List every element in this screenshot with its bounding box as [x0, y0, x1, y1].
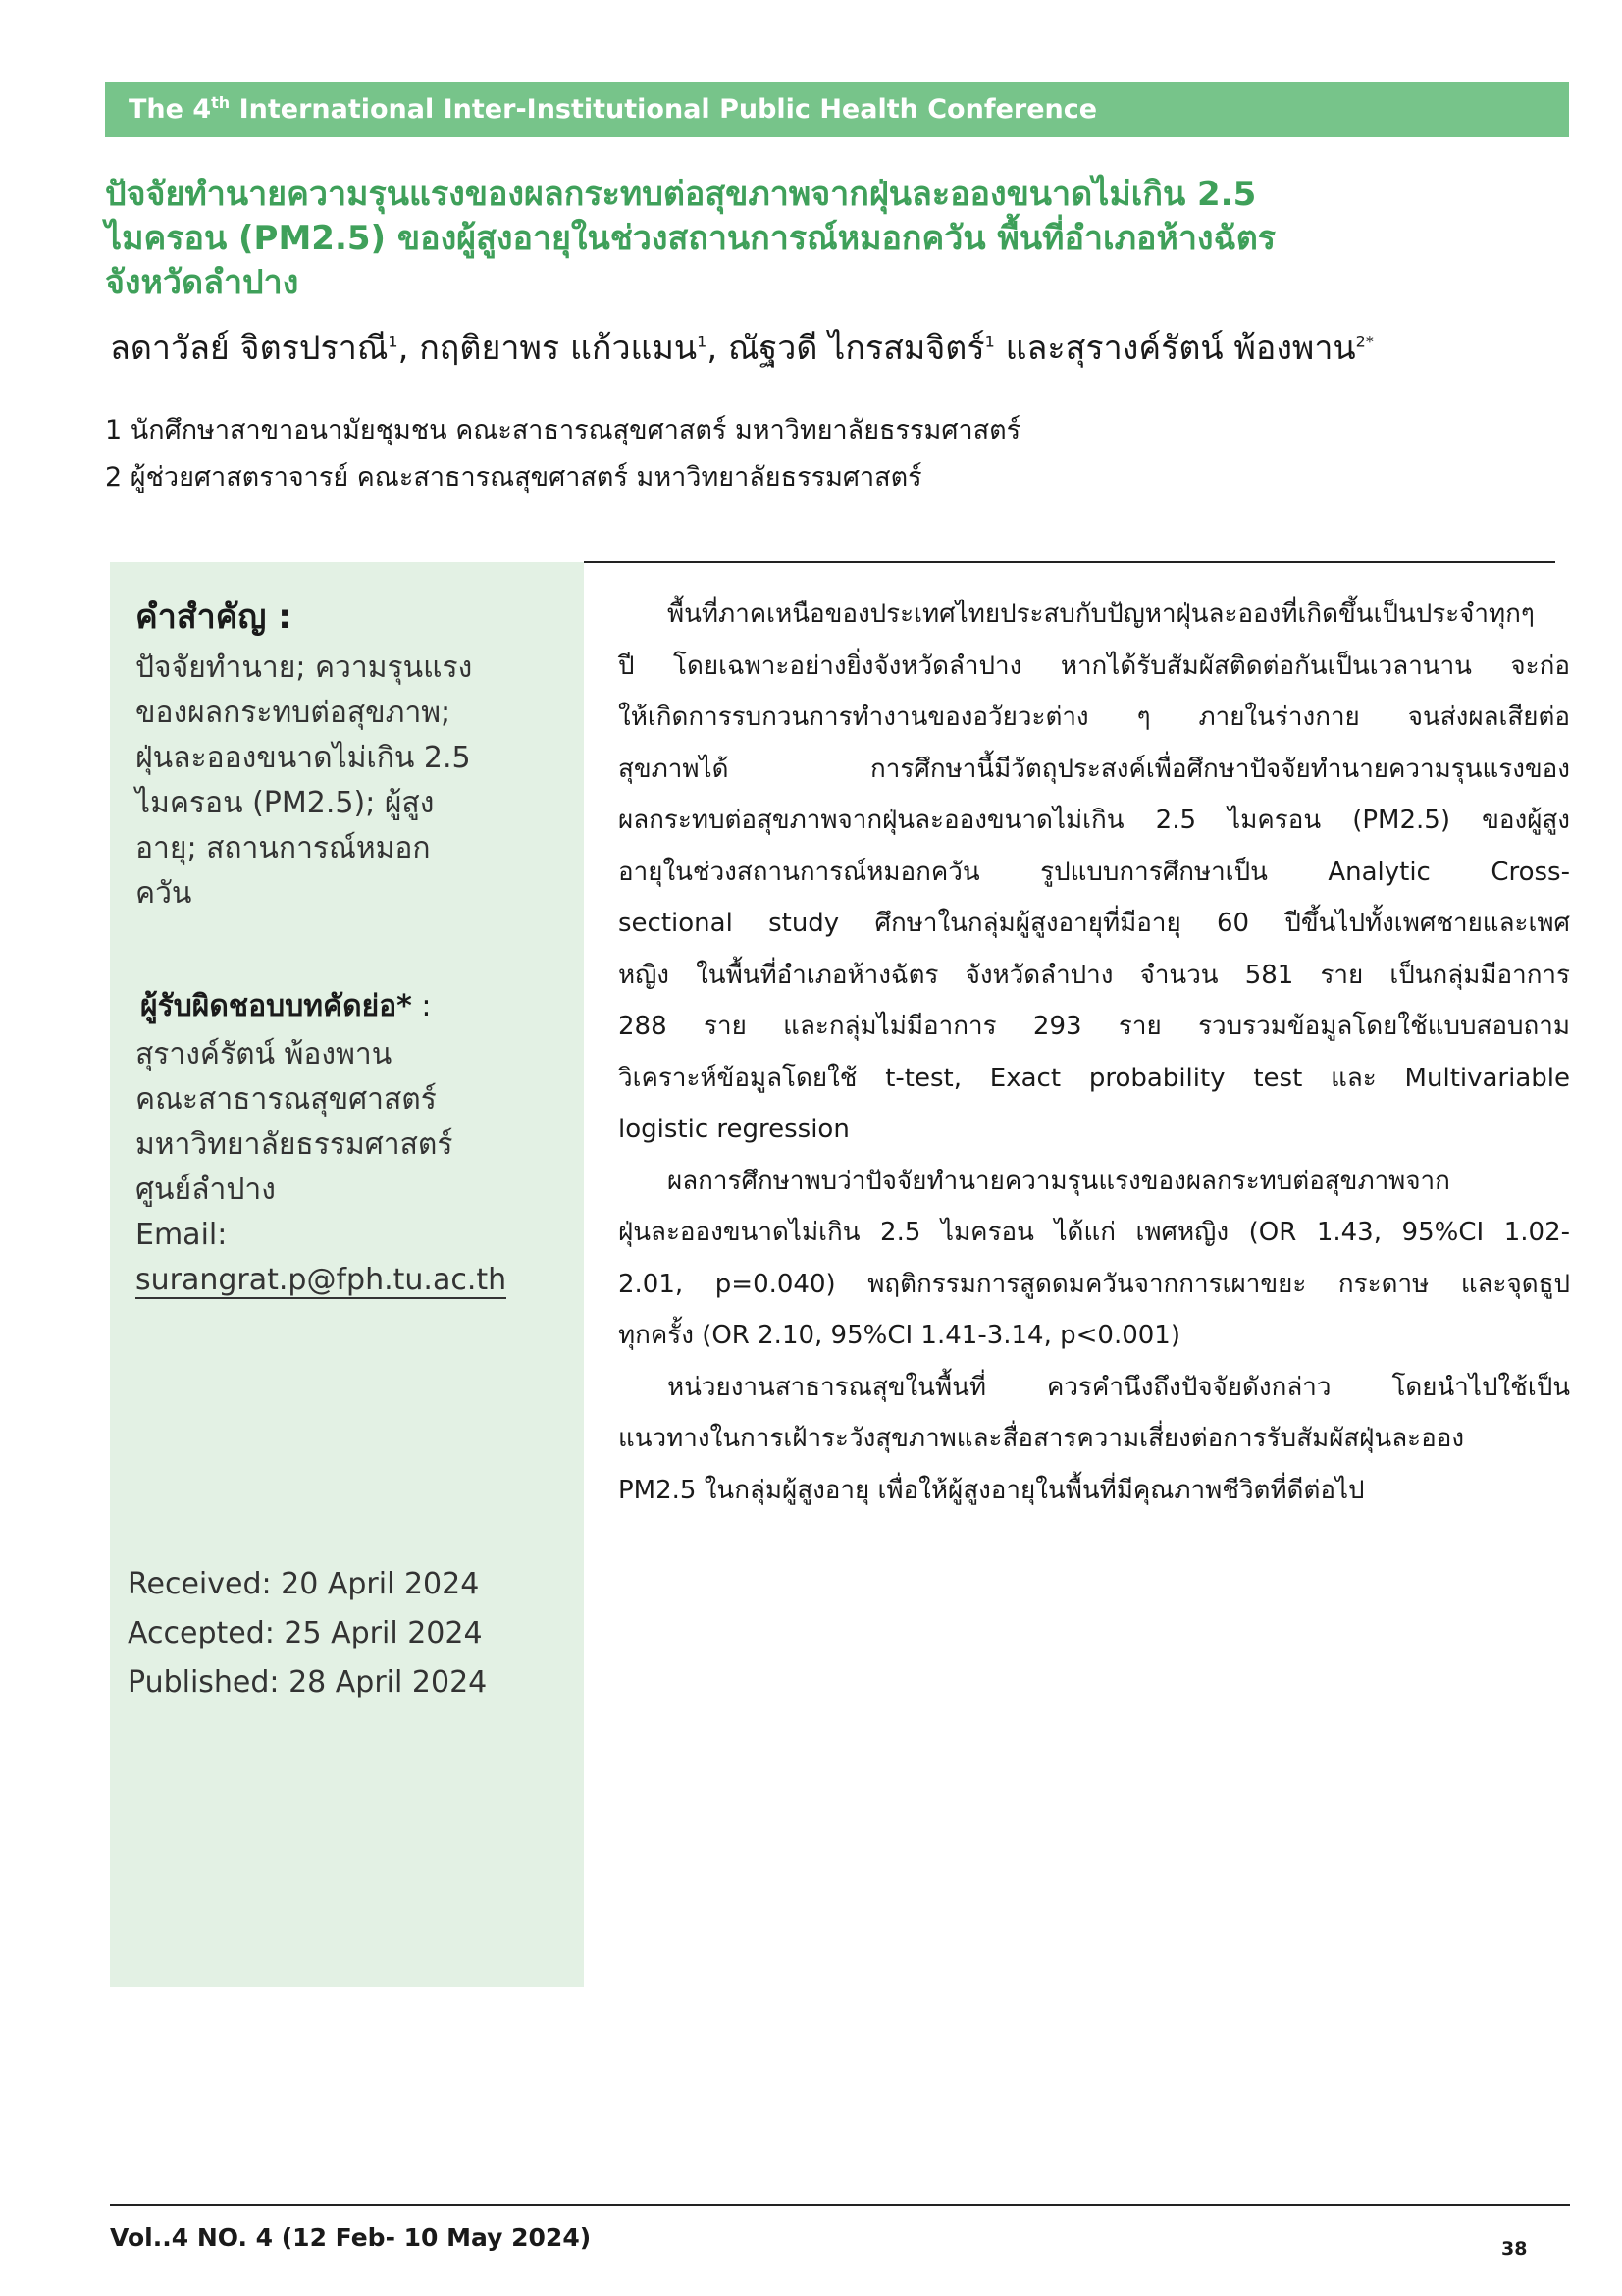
affiliation-line: 1 นักศึกษาสาขาอนามัยชุมชน คณะสาธารณสุขศาสตร์ มหาวิทยาลัยธรรมศาสตร์ [105, 415, 1021, 445]
corresponding-line: สุรางค์รัตน์ พ้องพาน [135, 1037, 392, 1071]
banner-prefix: The 4 [129, 94, 212, 125]
affiliation-line: 2 ผู้ช่วยศาสตราจารย์ คณะสาธารณสุขศาสตร์ มหาวิทยาลัยธรรมศาสตร์ [105, 462, 922, 493]
abstract-line: วิเคราะห์ข้อมูลโดยใช้ t-test, Exact probability test และ Multivariable [618, 1063, 1570, 1093]
abstract-line: แนวทางในการเฝ้าระวังสุขภาพและสื่อสารความเสี่ยงต่อการรับสัมผัสฝุ่นละออง [618, 1424, 1465, 1453]
keywords-title: คำสำคัญ : [135, 598, 291, 637]
affiliations [105, 407, 1557, 501]
corresponding-label: ผู้รับผิดชอบบทคัดย่อ* [140, 989, 412, 1023]
author-name: กฤติยาพร แก้วแมน [419, 329, 698, 368]
author-name: ลดาวัลย์ จิตรปราณี [110, 329, 389, 368]
abstract-line: หญิง ในพื้นที่อำเภอห้างฉัตร จังหวัดลำปาง จำนวน 581 ราย เป็นกลุ่มมีอาการ [618, 960, 1570, 990]
corresponding-author-details [135, 1032, 567, 1303]
abstract-line: 2.01, p=0.040) พฤติกรรมการสูดดมควันจากการเผาขยะ กระดาษ และจุดธูป [618, 1269, 1570, 1299]
keyword-line: ปัจจัยทำนาย; ความรุนแรง [135, 651, 473, 685]
abstract-line: ทุกครั้ง (OR 2.10, 95%CI 1.41-3.14, p<0.001) [618, 1321, 1180, 1350]
received-date: Received: 20 April 2024 [128, 1567, 480, 1601]
abstract-paragraph-2 [618, 1156, 1570, 1362]
author-affil-mark: 1 [697, 332, 707, 351]
abstract-line: sectional study ศึกษาในกลุ่มผู้สูงอายุที่มีอายุ 60 ปีขึ้นไปทั้งเพศชายและเพศ [618, 909, 1570, 938]
abstract-line: ให้เกิดการรบกวนการทำงานของอวัยวะต่าง ๆ ภายในร่างกาย จนส่งผลเสียต่อ [618, 703, 1570, 732]
corresponding-line: มหาวิทยาลัยธรรมศาสตร์ [135, 1127, 453, 1162]
author-list [110, 324, 1562, 373]
corresponding-line: ศูนย์ลำปาง [135, 1173, 276, 1207]
keyword-line: อายุ; สถานการณ์หมอก [135, 831, 431, 865]
author-sep: และ [994, 329, 1066, 368]
abstract-line: พื้นที่ภาคเหนือของประเทศไทยประสบกับปัญหาฝุ่นละอองที่เกิดขึ้นเป็นประจำทุกๆ [667, 600, 1535, 629]
abstract-line: ปี โดยเฉพาะอย่างยิ่งจังหวัดลำปาง หากได้รับสัมผัสติดต่อกันเป็นเวลานาน จะก่อ [618, 651, 1570, 681]
author-sep: , [397, 329, 420, 368]
author-name: สุรางค์รัตน์ พ้องพาน [1065, 329, 1356, 368]
title-line: ปัจจัยทำนายความรุนแรงของผลกระทบต่อสุขภาพจากฝุ่นละอองขนาดไม่เกิน 2.5 [105, 175, 1257, 214]
abstract-line: ผลการศึกษาพบว่าปัจจัยทำนายความรุนแรงของผลกระทบต่อสุขภาพจาก [667, 1166, 1450, 1196]
corresponding-colon: : [411, 989, 432, 1023]
author-affil-mark: 1 [388, 332, 398, 351]
footer-rule [110, 2204, 1570, 2206]
keyword-line: ควัน [135, 876, 192, 911]
abstract-text [618, 589, 1570, 1516]
abstract-line: อายุในช่วงสถานการณ์หมอกควัน รูปแบบการศึกษาเป็น Analytic Cross- [618, 857, 1570, 887]
corresponding-author-title [140, 984, 432, 1029]
accepted-date: Accepted: 25 April 2024 [128, 1616, 483, 1650]
keyword-line: ไมครอน (PM2.5); ผู้สูง [135, 786, 435, 820]
volume-info: Vol..4 NO. 4 (12 Feb- 10 May 2024) [110, 2223, 592, 2252]
keyword-line: ของผลกระทบต่อสุขภาพ; [135, 696, 451, 730]
abstract-paragraph-1 [618, 589, 1570, 1156]
abstract-line: ฝุ่นละอองขนาดไม่เกิน 2.5 ไมครอน ได้แก่ เพศหญิง (OR 1.43, 95%CI 1.02- [618, 1218, 1570, 1247]
paper-title [105, 173, 1547, 305]
page-number: 38 [1501, 2238, 1528, 2260]
abstract-line: สุขภาพได้ การศึกษานี้มีวัตถุประสงค์เพื่อศึกษาปัจจัยทำนายความรุนแรงของ [618, 754, 1570, 784]
publication-dates [128, 1560, 487, 1707]
author-name: ณัฐวดี ไกรสมจิตร์ [727, 329, 985, 368]
title-line: ไมครอน (PM2.5) ของผู้สูงอายุในช่วงสถานการณ์หมอกควัน พื้นที่อำเภอห้างฉัตร [105, 219, 1277, 258]
author-affil-mark: 1 [984, 332, 995, 351]
banner-sup: th [211, 93, 231, 112]
abstract-top-rule [584, 561, 1555, 563]
keywords-list [135, 646, 567, 916]
abstract-line: ผลกระทบต่อสุขภาพจากฝุ่นละอองขนาดไม่เกิน 2.5 ไมครอน (PM2.5) ของผู้สูง [618, 806, 1570, 835]
published-date: Published: 28 April 2024 [128, 1665, 488, 1699]
abstract-line: หน่วยงานสาธารณสุขในพื้นที่ ควรคำนึงถึงปัจจัยดังกล่าว โดยนำไปใช้เป็น [667, 1372, 1570, 1402]
author-affil-mark: 2* [1355, 332, 1374, 351]
abstract-paragraph-3 [618, 1362, 1570, 1517]
abstract-line: logistic regression [618, 1115, 850, 1144]
banner-suffix: International Inter-Institutional Public Health Conference [230, 94, 1098, 125]
conference-banner [105, 82, 1569, 137]
corresponding-line: Email: [135, 1218, 228, 1252]
corresponding-line: คณะสาธารณสุขศาสตร์ [135, 1082, 437, 1117]
title-line: จังหวัดลำปาง [105, 263, 299, 302]
keyword-line: ฝุ่นละอองขนาดไม่เกิน 2.5 [135, 741, 471, 775]
author-sep: , [706, 329, 728, 368]
abstract-line: 288 ราย และกลุ่มไม่มีอาการ 293 ราย รวบรวมข้อมูลโดยใช้แบบสอบถาม [618, 1012, 1570, 1041]
email-link[interactable]: surangrat.p@fph.tu.ac.th [135, 1263, 507, 1297]
abstract-line: PM2.5 ในกลุ่มผู้สูงอายุ เพื่อให้ผู้สูงอายุในพื้นที่มีคุณภาพชีวิตที่ดีต่อไป [618, 1475, 1365, 1505]
